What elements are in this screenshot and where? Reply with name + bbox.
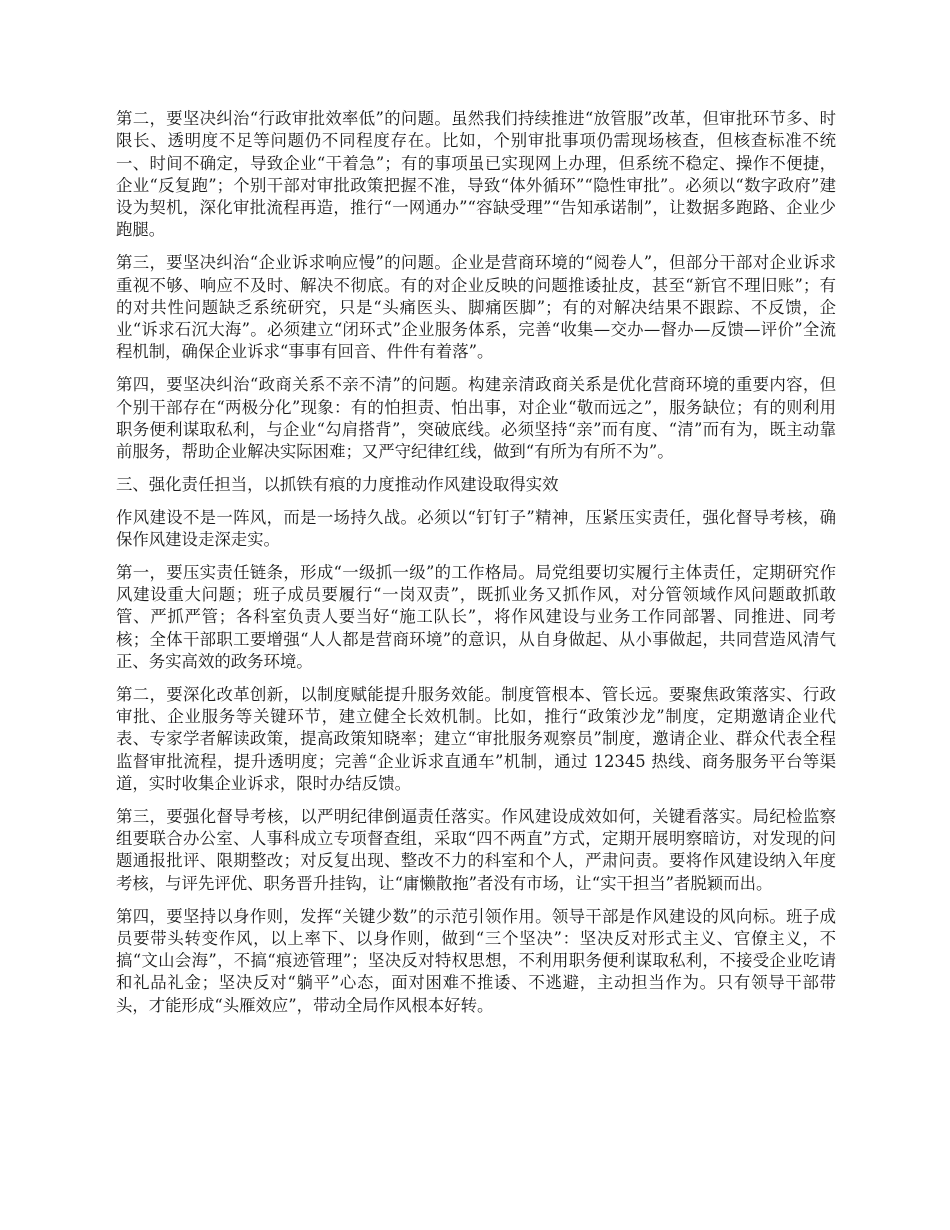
paragraph-lead-by-example: 第四，要坚持以身作则，发挥“关键少数”的示范引领作用。领导干部是作风建设的风向标。班子成员要带头转变作风，以上率下、以身作则，做到“三个坚决”：坚决反对形式主义、官僚主义，不搞“文山会海”，不搞“痕迹管理”；坚决反对特权思想，不利用职务便利谋取私利，不接受企业吃请和礼品礼金；坚决反对“躺平”心态，面对困难不推诿、不逃避，主动担当作为。只有领导干部带头，才能形成“头雁效应”，带动全局作风根本好转。 bbox=[116, 906, 836, 1015]
paragraph-supervision-assessment: 第三，要强化督导考核，以严明纪律倒逼责任落实。作风建设成效如何，关键看落实。局纪检监察组要联合办公室、人事科成立专项督查组，采取“四不两直”方式，定期开展明察暗访，对发现的问题通报批评、限期整改；对反复出现、整改不力的科室和个人，严肃问责。要将作风建设纳入年度考核，与评先评优、职务晋升挂钩，让“庸懒散拖”者没有市场，让“实干担当”者脱颖而出。 bbox=[116, 806, 836, 893]
paragraph-responsibility-chain: 第一，要压实责任链条，形成“一级抓一级”的工作格局。局党组要切实履行主体责任，定期研究作风建设重大问题；班子成员要履行“一岗双责”，既抓业务又抓作风，对分管领域作风问题敢抓敢管、严抓严管；各科室负责人要当好“施工队长”，将作风建设与业务工作同部署、同推进、同考核；全体干部职工要增强“人人都是营商环境”的意识，从自身做起、从小事做起，共同营造风清气正、务实高效的政务环境。 bbox=[116, 562, 836, 672]
paragraph-enterprise-appeals: 第三，要坚决纠治“企业诉求响应慢”的问题。企业是营商环境的“阅卷人”，但部分干部对企业诉求重视不够、响应不及时、解决不彻底。有的对企业反映的问题推诿扯皮，甚至“新官不理旧账”；有的对共性问题缺乏系统研究，只是“头痛医头、脚痛医脚”；有的对解决结果不跟踪、不反馈，企业“诉求石沉大海”。必须建立“闭环式”企业服务体系，完善“收集—交办—督办—反馈—评价”全流程机制，确保企业诉求“事事有回音、件件有着落”。 bbox=[116, 253, 836, 362]
section-heading-responsibility: 三、强化责任担当，以抓铁有痕的力度推动作风建设取得实效 bbox=[116, 474, 559, 494]
document-body bbox=[116, 108, 836, 1027]
paragraph-government-business-relations: 第四，要坚决纠治“政商关系不亲不清”的问题。构建亲清政商关系是优化营商环境的重要内容，但个别干部存在“两极分化”现象：有的怕担责、怕出事，对企业“敬而远之”，服务缺位；有的则利用职务便利谋取私利，与企业“勾肩搭背”，突破底线。必须坚持“亲”而有度、“清”而有为，既主动靠前服务，帮助企业解决实际困难；又严守纪律红线，做到“有所为有所不为”。 bbox=[116, 375, 836, 462]
paragraph-approval-efficiency: 第二，要坚决纠治“行政审批效率低”的问题。虽然我们持续推进“放管服”改革，但审批环节多、时限长、透明度不足等问题仍不同程度存在。比如，个别审批事项仍需现场核查，但核查标准不统一、时间不确定，导致企业“干着急”；有的事项虽已实现网上办理，但系统不稳定、操作不便捷，企业“反复跑”；个别干部对审批政策把握不准，导致“体外循环”“隐性审批”。必须以“数字政府”建设为契机，深化审批流程再造，推行“一网通办”“容缺受理”“告知承诺制”，让数据多跑路、企业少跑腿。 bbox=[116, 109, 836, 240]
paragraph-reform-innovation: 第二，要深化改革创新，以制度赋能提升服务效能。制度管根本、管长远。要聚焦政策落实、行政审批、企业服务等关键环节，建立健全长效机制。比如，推行“政策沙龙”制度，定期邀请企业代表、专家学者解读政策，提高政策知晓率；建立“审批服务观察员”制度，邀请企业、群众代表全程监督审批流程，提升透明度；完善“企业诉求直通车”机制，通过 12345 热线、商务服务平台等渠道，实时收集企业诉求，限时办结反馈。 bbox=[116, 684, 836, 794]
paragraph-section-intro: 作风建设不是一阵风，而是一场持久战。必须以“钉钉子”精神，压紧压实责任，强化督导考核，确保作风建设走深走实。 bbox=[116, 507, 836, 550]
